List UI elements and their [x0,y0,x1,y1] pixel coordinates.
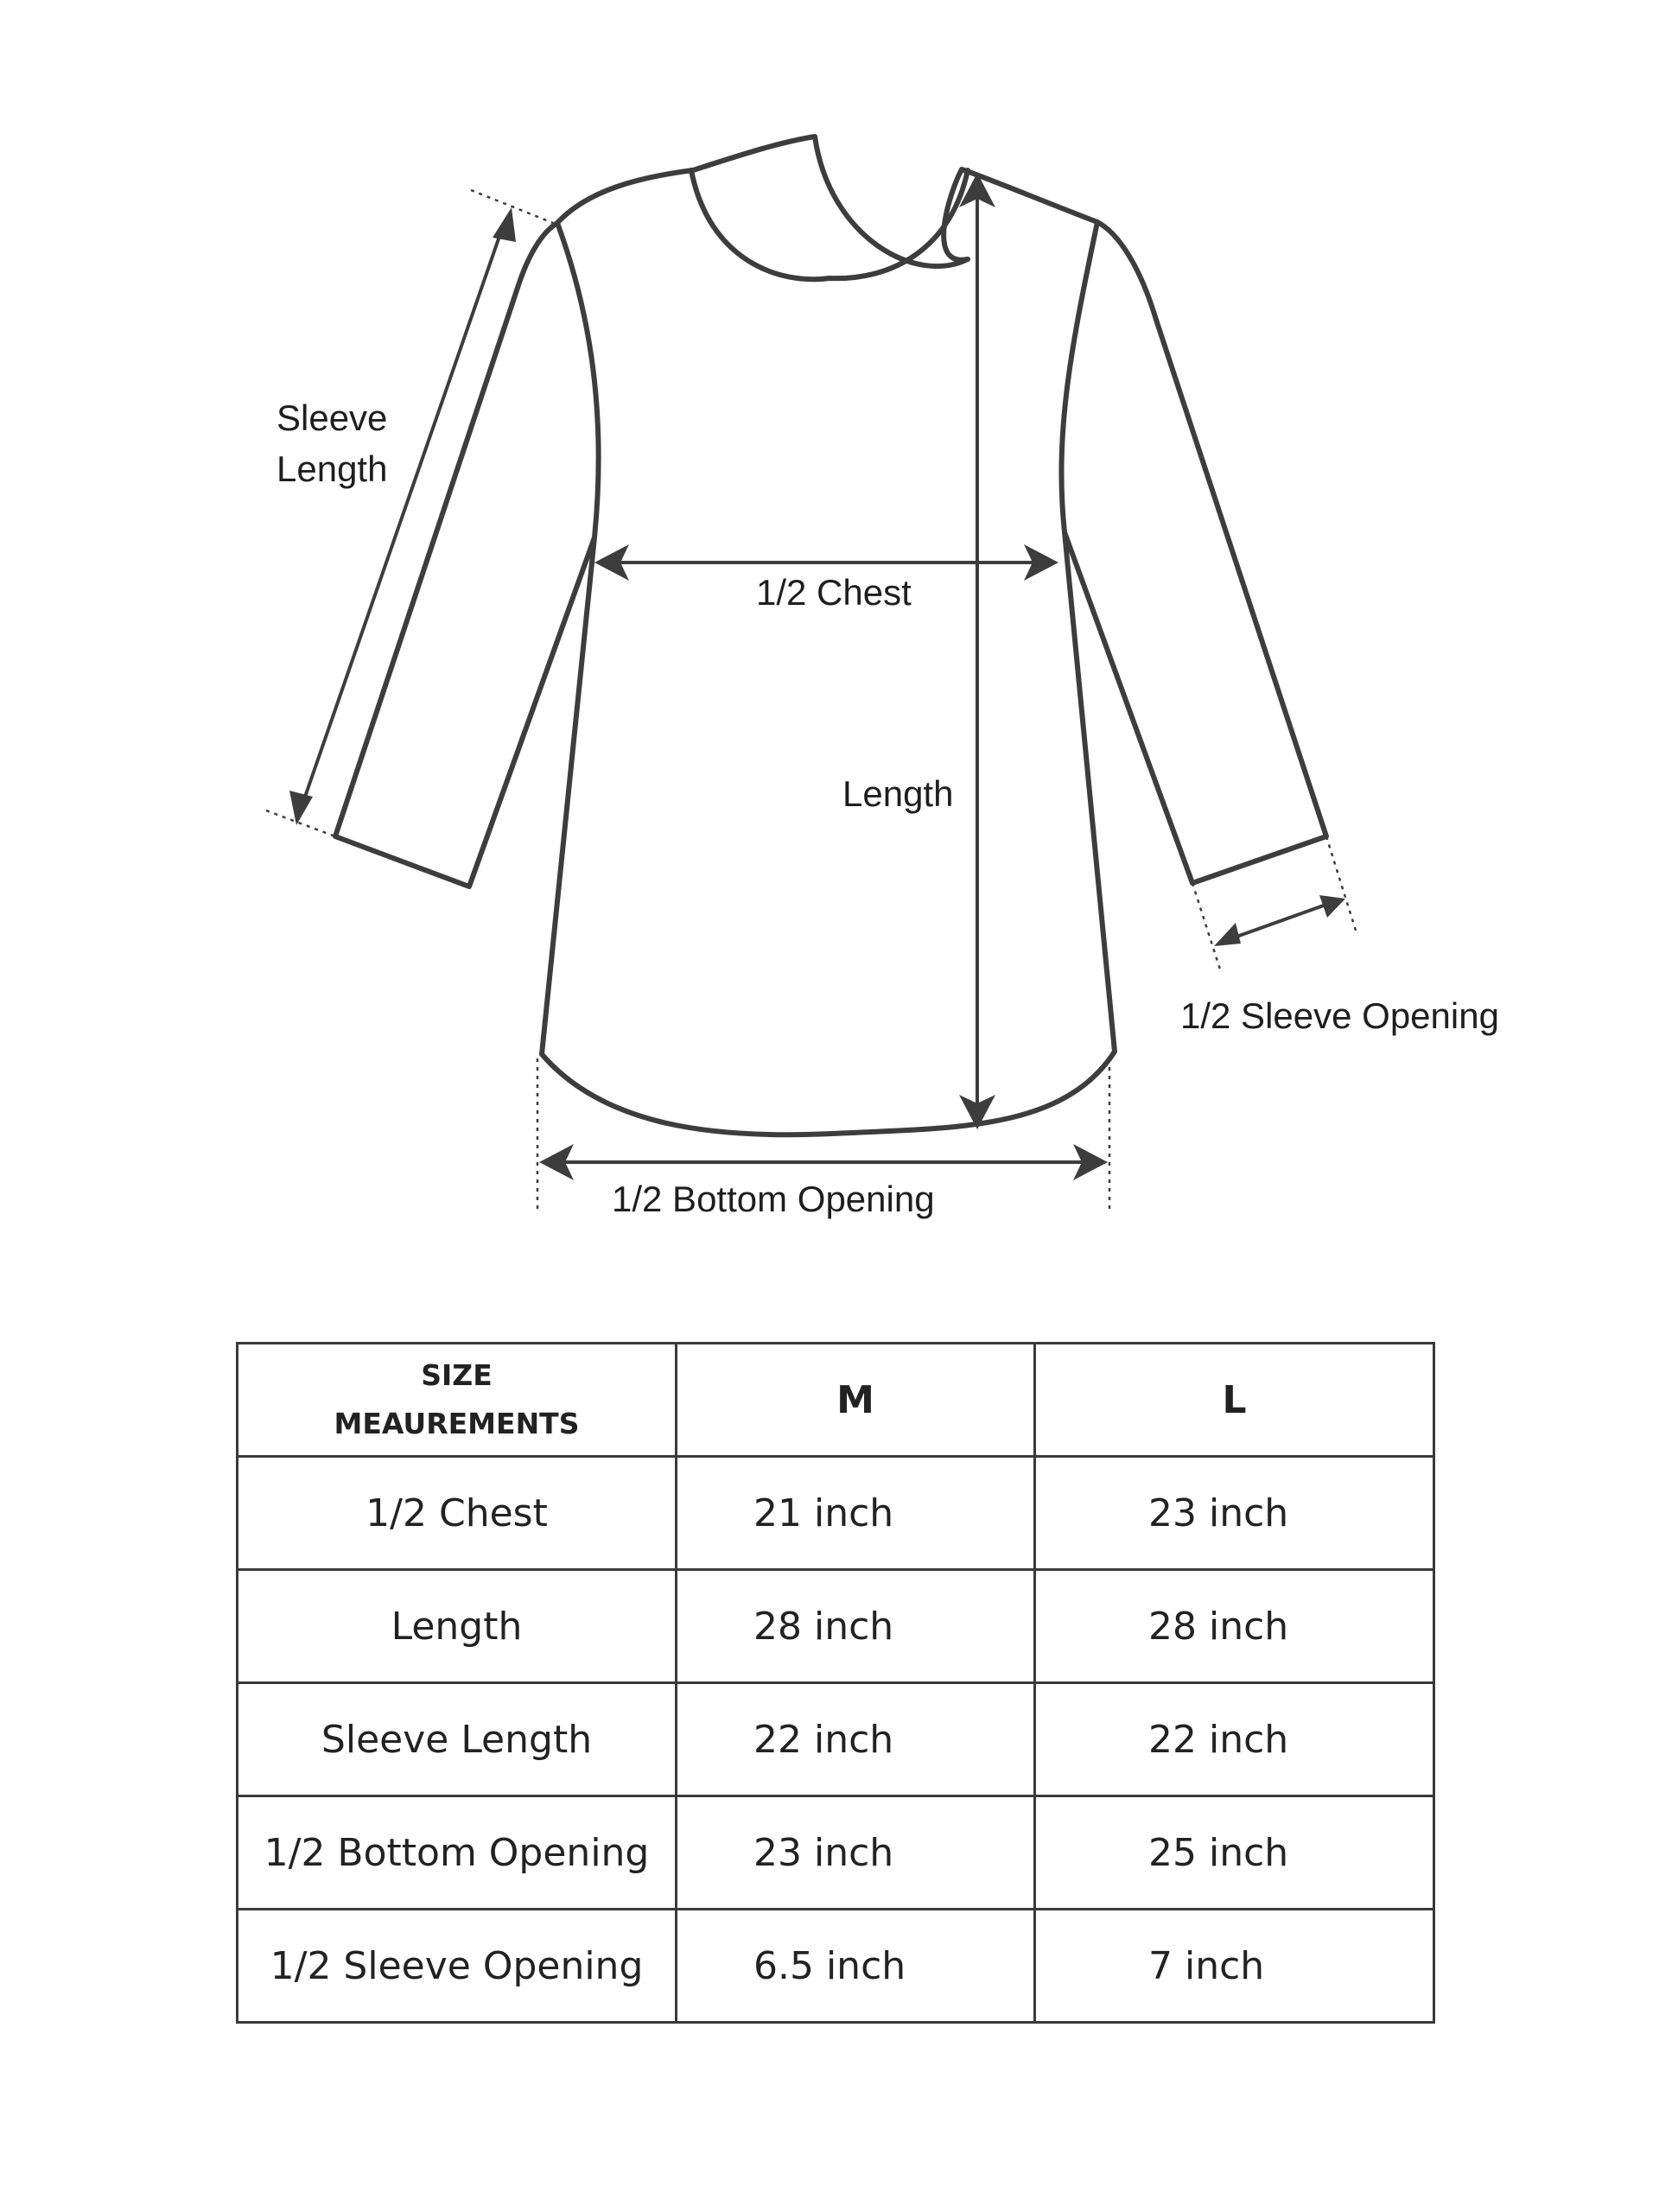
size-m-value: 28 inch [677,1570,1035,1683]
size-m-value: 21 inch [677,1457,1035,1570]
table-row [238,1796,1434,1910]
table-header-row [238,1344,1434,1457]
sleeve-length-label-line1: Sleeve [276,397,388,438]
length-label: Length [842,773,954,814]
size-l-header: L [1035,1344,1434,1457]
measurement-label: 1/2 Sleeve Opening [238,1910,677,2023]
left-sleeve-outline [335,223,594,887]
sleeve-length-arrow [304,226,503,799]
table-row [238,1457,1434,1570]
measurement-label: Sleeve Length [238,1683,677,1796]
measurement-label: 1/2 Bottom Opening [238,1796,677,1910]
half-sleeve-opening-label: 1/2 Sleeve Opening [1180,995,1499,1036]
sleeve-opening-arrowhead-left [1214,923,1241,946]
half-bottom-opening-label: 1/2 Bottom Opening [612,1179,935,1219]
header-label-line2: MEAUREMENTS [334,1407,580,1440]
size-m-value: 23 inch [677,1796,1035,1910]
table-row [238,1910,1434,2023]
size-l-value: 23 inch [1035,1457,1434,1570]
size-l-value: 25 inch [1035,1796,1434,1910]
size-m-header: M [677,1344,1035,1457]
table-row [238,1570,1434,1683]
sleeve-opening-left-guide [1192,883,1221,972]
size-measurements-table [236,1342,1435,2024]
table-row [238,1683,1434,1796]
size-m-value: 22 inch [677,1683,1035,1796]
size-l-value: 28 inch [1035,1570,1434,1683]
sleeve-opening-arrow [1227,903,1331,940]
measurement-label: 1/2 Chest [238,1457,677,1570]
measurement-column-header [238,1344,677,1457]
sleeve-opening-arrowhead-right [1319,895,1345,918]
size-m-value: 6.5 inch [677,1910,1035,2023]
sleeve-opening-right-guide [1326,836,1357,933]
size-l-value: 7 inch [1035,1910,1434,2023]
shirt-body-outline [542,137,1115,1135]
right-sleeve-outline [1065,222,1326,883]
measurement-label: Length [238,1570,677,1683]
header-label-line1: SIZE [421,1357,493,1392]
sleeve-length-arrowhead-top [493,207,516,242]
size-l-value: 22 inch [1035,1683,1434,1796]
sleeve-length-label-line2: Length [276,448,388,489]
half-chest-label: 1/2 Chest [756,572,912,613]
